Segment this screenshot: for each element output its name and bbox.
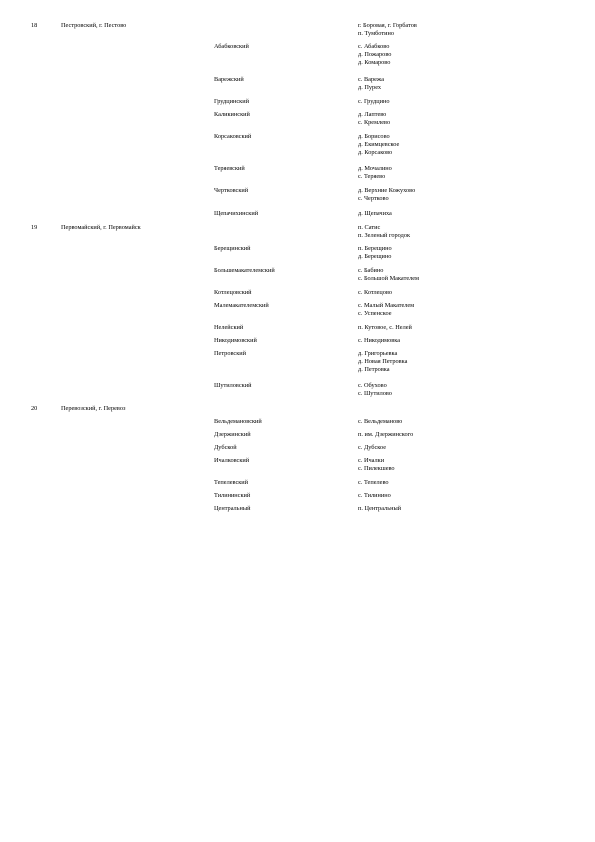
settlement-item: с. Ичалки bbox=[358, 457, 385, 464]
settlements-list bbox=[358, 187, 415, 203]
municipality-name: Дзержинский bbox=[214, 431, 251, 438]
settlement-item: д. Верхние Кожухово bbox=[358, 187, 416, 194]
settlements-list bbox=[358, 111, 390, 127]
settlements-list bbox=[358, 337, 400, 345]
settlement-item: п. Зеленый городок bbox=[358, 232, 411, 239]
settlements-list bbox=[358, 457, 395, 473]
municipality-name: Ичалковский bbox=[214, 457, 250, 464]
settlement-item: с. Абабково bbox=[358, 43, 390, 50]
settlement-item: п. Сатис bbox=[358, 224, 381, 231]
municipality-name: Центральный bbox=[214, 505, 251, 512]
municipality-name: Теряевский bbox=[214, 165, 245, 172]
settlements-list bbox=[358, 267, 419, 283]
settlements-list bbox=[358, 289, 392, 297]
row-number: 18 bbox=[31, 22, 38, 29]
settlement-item: д. Екимцевское bbox=[358, 141, 400, 148]
municipality-name: Тилининский bbox=[214, 492, 251, 499]
settlements-list bbox=[358, 302, 414, 318]
settlements-list bbox=[358, 224, 410, 240]
municipality-name: Петровский bbox=[214, 350, 246, 357]
district-name: Первомайский, г. Первомайск bbox=[61, 224, 141, 231]
settlements-list bbox=[358, 492, 391, 500]
settlement-item: с. Шутилово bbox=[358, 390, 392, 397]
settlements-list bbox=[358, 76, 384, 92]
settlement-item: д. Петровка bbox=[358, 366, 390, 373]
settlement-item: д. Мочалино bbox=[358, 165, 392, 172]
municipality-name: Большемакателемский bbox=[214, 267, 275, 274]
municipality-name: Дубской bbox=[214, 444, 237, 451]
settlement-item: г. Боровая, г. Горбатов bbox=[358, 22, 417, 29]
settlements-list bbox=[358, 444, 386, 452]
municipality-name: Каликинский bbox=[214, 111, 250, 118]
row-number: 20 bbox=[31, 405, 38, 412]
settlement-item: с. Обухово bbox=[358, 382, 387, 389]
settlement-item: с. Малый Макателем bbox=[358, 302, 415, 309]
settlement-item: с. Кремлево bbox=[358, 119, 391, 126]
municipality-name: Абабковский bbox=[214, 43, 249, 50]
settlement-item: д. Лаптево bbox=[358, 111, 387, 118]
municipality-name: Грудцинский bbox=[214, 98, 249, 105]
settlement-item: д. Комарово bbox=[358, 59, 391, 66]
municipality-name: Щепачихинский bbox=[214, 210, 259, 217]
settlement-item: д. Пурех bbox=[358, 84, 382, 91]
settlement-item: п. Тумботино bbox=[358, 30, 395, 37]
settlements-list bbox=[358, 382, 392, 398]
municipality-name: Никодимовский bbox=[214, 337, 257, 344]
municipality-name: Малемакателемский bbox=[214, 302, 269, 309]
municipality-name: Тепелевский bbox=[214, 479, 249, 486]
settlement-item: с. Бабино bbox=[358, 267, 384, 274]
settlement-item: с. Большой Макателем bbox=[358, 275, 420, 282]
settlement-item: с. Грудцино bbox=[358, 98, 390, 105]
settlements-list bbox=[358, 505, 401, 513]
settlement-item: с. Котлецово bbox=[358, 289, 393, 296]
settlement-item: д. Щепачиха bbox=[358, 210, 392, 217]
municipality-name: Вельдемановский bbox=[214, 418, 262, 425]
settlement-item: с. Тепелево bbox=[358, 479, 389, 486]
municipality-name: Варежский bbox=[214, 76, 244, 83]
settlement-item: д. Берещино bbox=[358, 253, 392, 260]
settlement-item: д. Григорьевка bbox=[358, 350, 398, 357]
settlement-item: п. Берещино bbox=[358, 245, 392, 252]
settlement-item: с. Пилекшево bbox=[358, 465, 395, 472]
settlement-item: с. Никодимовка bbox=[358, 337, 401, 344]
settlements-list bbox=[358, 210, 392, 218]
settlement-item: п. Центральный bbox=[358, 505, 402, 512]
municipality-name: Корсаковский bbox=[214, 133, 252, 140]
settlement-item: д. Корсаково bbox=[358, 149, 393, 156]
municipality-name: Шутиловский bbox=[214, 382, 252, 389]
municipality-name: Берещинский bbox=[214, 245, 251, 252]
settlements-list bbox=[358, 22, 417, 38]
settlement-item: д. Пожарово bbox=[358, 51, 392, 58]
municipality-name: Чертковский bbox=[214, 187, 249, 194]
settlements-list bbox=[358, 431, 413, 439]
settlement-item: п. Кутовое, с. Нелей bbox=[358, 324, 412, 331]
settlements-list bbox=[358, 245, 392, 261]
settlements-list bbox=[358, 324, 412, 332]
settlement-item: д. Новая Петровка bbox=[358, 358, 408, 365]
settlements-list bbox=[358, 165, 392, 181]
settlements-list bbox=[358, 418, 402, 426]
settlements-list bbox=[358, 133, 399, 157]
settlement-item: с. Тилинино bbox=[358, 492, 391, 499]
municipality-name: Котлецовский bbox=[214, 289, 252, 296]
district-name: Пестровский, г. Пестово bbox=[61, 22, 127, 29]
municipality-name: Нелейский bbox=[214, 324, 244, 331]
settlement-item: д. Борисово bbox=[358, 133, 390, 140]
settlement-item: с. Теряево bbox=[358, 173, 386, 180]
settlement-item: с. Успенское bbox=[358, 310, 392, 317]
row-number: 19 bbox=[31, 224, 38, 231]
settlements-list bbox=[358, 479, 389, 487]
settlement-item: с. Вельдеманово bbox=[358, 418, 403, 425]
settlement-item: с. Варежа bbox=[358, 76, 385, 83]
settlements-list bbox=[358, 98, 389, 106]
district-name: Перевозский, г. Перевоз bbox=[61, 405, 126, 412]
settlement-item: с. Дубское bbox=[358, 444, 387, 451]
settlements-list bbox=[358, 43, 391, 67]
settlement-item: п. им. Дзержинского bbox=[358, 431, 414, 438]
settlement-item: с. Чертково bbox=[358, 195, 389, 202]
settlements-list bbox=[358, 350, 407, 374]
